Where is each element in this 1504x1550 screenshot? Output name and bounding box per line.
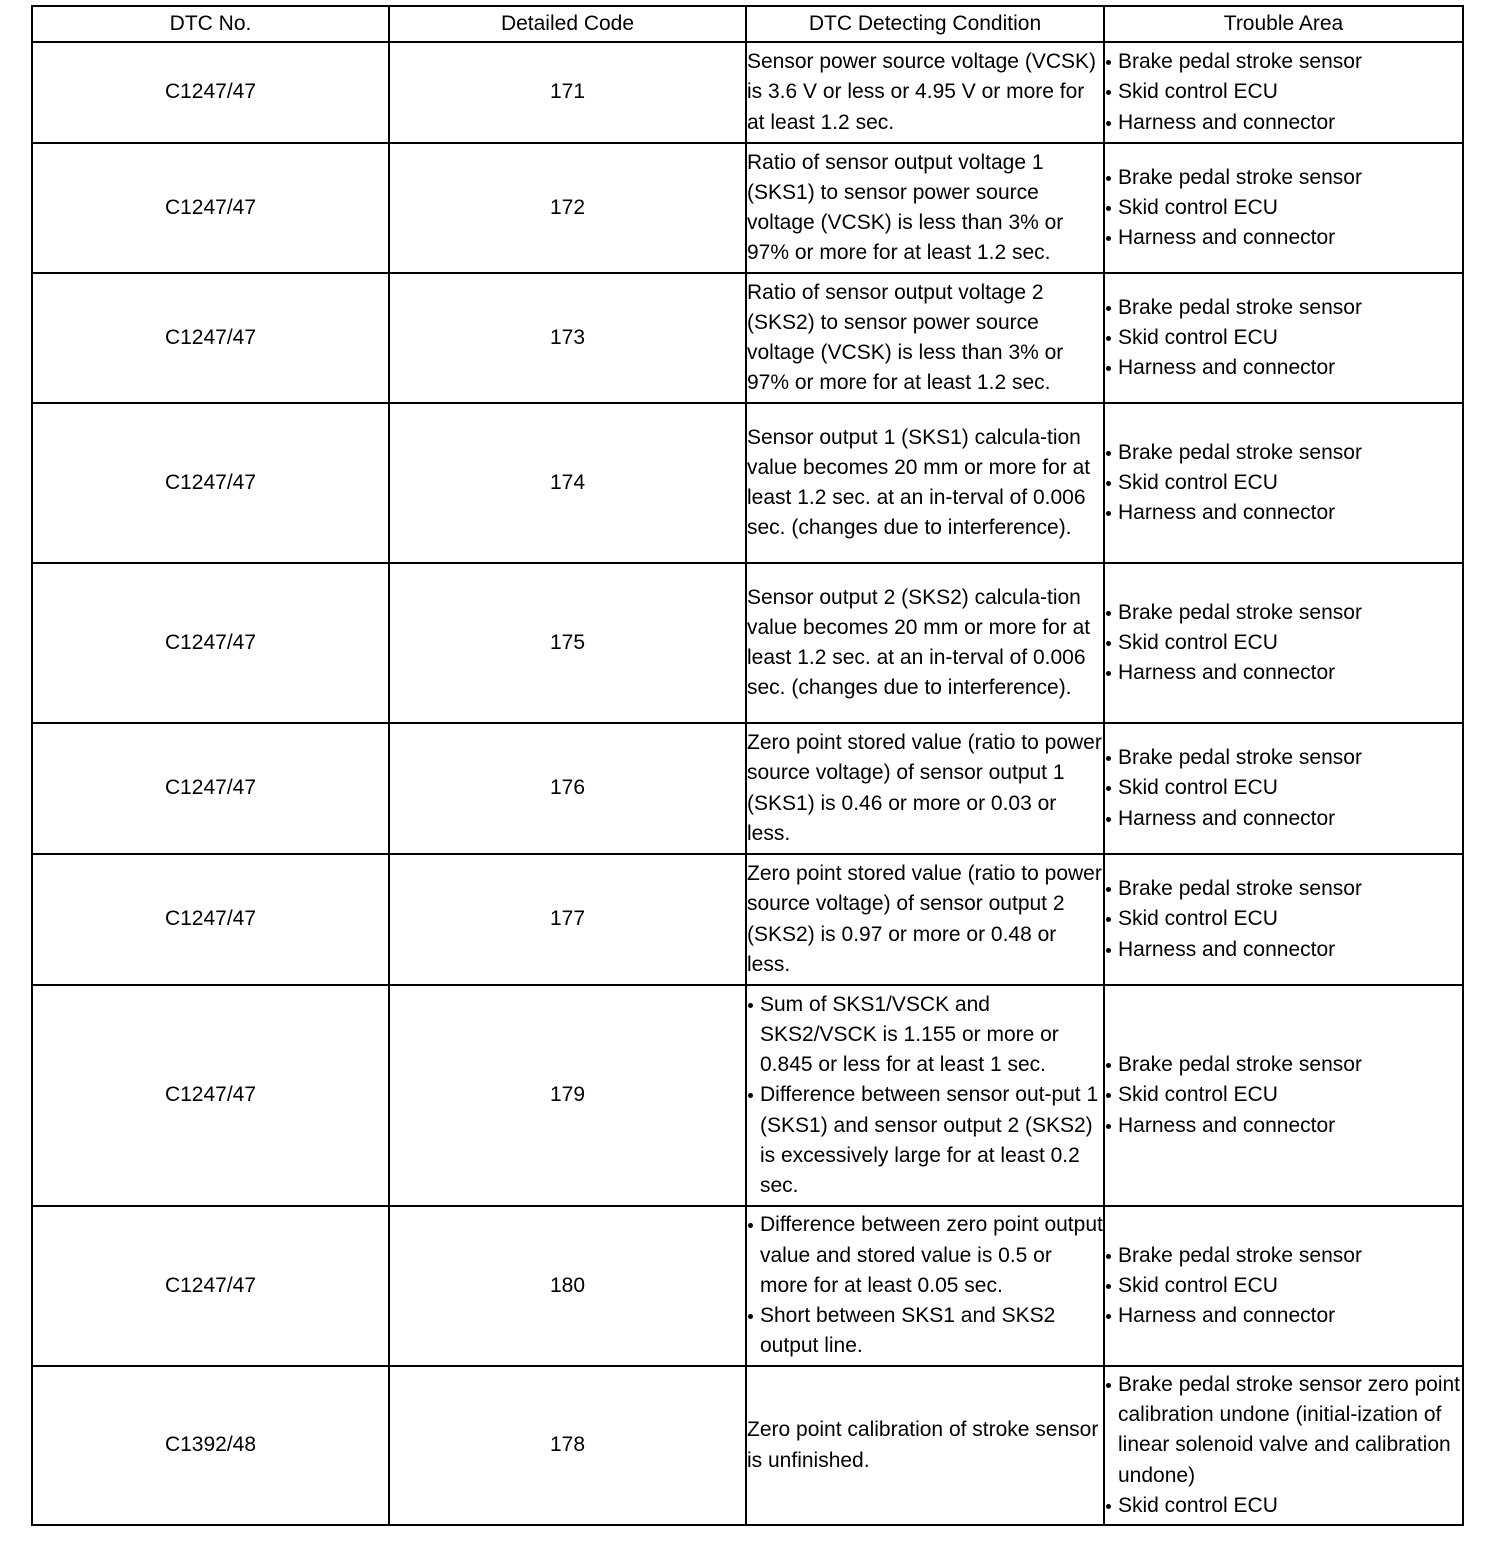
condition-item: Difference between sensor out-put 1 (SKS1) and sensor output 2 (SKS2) is excessively large for at least 0.2 sec. [747,1080,1103,1201]
trouble-area-item: Brake pedal stroke sensor [1105,438,1462,468]
trouble-area-item: Harness and connector [1105,935,1462,965]
trouble-area-cell [1104,42,1463,143]
condition-item: Difference between zero point output value and stored value is 0.5 or more for at least 0.05 sec. [747,1210,1103,1301]
detailed-code-cell: 172 [389,143,746,273]
dtc-number-cell: C1247/47 [32,854,389,985]
trouble-area-item: Skid control ECU [1105,468,1462,498]
trouble-area-item: Harness and connector [1105,223,1462,253]
dtc-number-cell: C1247/47 [32,273,389,403]
trouble-area-item: Skid control ECU [1105,323,1462,353]
dtc-number-cell: C1247/47 [32,723,389,854]
header-trouble-area: Trouble Area [1104,6,1463,42]
trouble-area-item: Skid control ECU [1105,1271,1462,1301]
trouble-area-cell [1104,854,1463,985]
detailed-code-cell: 173 [389,273,746,403]
condition-cell [746,854,1104,985]
condition-cell [746,42,1104,143]
condition-cell [746,273,1104,403]
trouble-area-item: Harness and connector [1105,498,1462,528]
trouble-area-cell [1104,273,1463,403]
trouble-area-item: Skid control ECU [1105,193,1462,223]
trouble-area-item: Skid control ECU [1105,773,1462,803]
trouble-area-list [1105,874,1462,965]
header-detailed-code: Detailed Code [389,6,746,42]
condition-text: Zero point stored value (ratio to power source voltage) of sensor output 1 (SKS1) is 0.46 or more or 0.03 or less. [747,731,1102,845]
trouble-area-item: Brake pedal stroke sensor [1105,293,1462,323]
trouble-area-cell [1104,1206,1463,1366]
trouble-area-item: Brake pedal stroke sensor [1105,1050,1462,1080]
table-body [32,42,1463,1525]
trouble-area-cell [1104,723,1463,854]
header-dtc-no: DTC No. [32,6,389,42]
condition-text: Sensor output 2 (SKS2) calcula-tion value becomes 20 mm or more for at least 1.2 sec. at an in-terval of 0.006 sec. (changes due to interference). [747,585,1091,700]
trouble-area-list [1105,1050,1462,1141]
condition-text: Zero point calibration of stroke sensor is unfinished. [747,1418,1099,1472]
trouble-area-cell [1104,563,1463,723]
trouble-area-item: Brake pedal stroke sensor [1105,743,1462,773]
condition-text: Sensor output 1 (SKS1) calcula-tion value becomes 20 mm or more for at least 1.2 sec. at an in-terval of 0.006 sec. (changes due to interference). [747,425,1091,540]
trouble-area-list [1105,163,1462,254]
trouble-area-list [1105,293,1462,384]
condition-list [747,990,1103,1201]
table-row [32,985,1463,1206]
table-row [32,143,1463,273]
condition-item: Sum of SKS1/VSCK and SKS2/VSCK is 1.155 or more or 0.845 or less for at least 1 sec. [747,990,1103,1081]
condition-cell [746,563,1104,723]
trouble-area-list [1105,743,1462,834]
trouble-area-list [1105,598,1462,689]
dtc-number-cell: C1392/48 [32,1366,389,1525]
trouble-area-list [1105,47,1462,138]
trouble-area-item: Harness and connector [1105,353,1462,383]
trouble-area-list [1105,1370,1462,1521]
trouble-area-item: Brake pedal stroke sensor [1105,47,1462,77]
condition-cell [746,1366,1104,1525]
trouble-area-item: Brake pedal stroke sensor [1105,1241,1462,1271]
trouble-area-item: Skid control ECU [1105,1491,1462,1521]
condition-item: Short between SKS1 and SKS2 output line. [747,1301,1103,1361]
detailed-code-cell: 171 [389,42,746,143]
trouble-area-item: Skid control ECU [1105,77,1462,107]
trouble-area-item: Skid control ECU [1105,628,1462,658]
condition-cell [746,143,1104,273]
condition-cell [746,403,1104,563]
condition-text: Ratio of sensor output voltage 2 (SKS2) to sensor power source voltage (VCSK) is less than 3% or 97% or more for at least 1.2 sec. [747,280,1064,395]
trouble-area-item: Skid control ECU [1105,1080,1462,1110]
detailed-code-cell: 180 [389,1206,746,1366]
table-row [32,42,1463,143]
trouble-area-item: Harness and connector [1105,1111,1462,1141]
trouble-area-item: Brake pedal stroke sensor [1105,598,1462,628]
condition-text: Zero point stored value (ratio to power source voltage) of sensor output 2 (SKS2) is 0.97 or more or 0.48 or less. [747,862,1102,976]
dtc-number-cell: C1247/47 [32,563,389,723]
dtc-number-cell: C1247/47 [32,42,389,143]
dtc-table [31,5,1464,1526]
condition-text: Sensor power source voltage (VCSK) is 3.6 V or less or 4.95 V or more for at least 1.2 sec. [747,50,1096,134]
dtc-number-cell: C1247/47 [32,985,389,1206]
dtc-number-cell: C1247/47 [32,1206,389,1366]
detailed-code-cell: 175 [389,563,746,723]
trouble-area-cell [1104,985,1463,1206]
header-condition: DTC Detecting Condition [746,6,1104,42]
trouble-area-item: Brake pedal stroke sensor zero point calibration undone (initial-ization of linear solenoid valve and calibration undone) [1105,1370,1462,1491]
trouble-area-item: Harness and connector [1105,804,1462,834]
detailed-code-cell: 178 [389,1366,746,1525]
condition-text: Ratio of sensor output voltage 1 (SKS1) to sensor power source voltage (VCSK) is less than 3% or 97% or more for at least 1.2 sec. [747,150,1064,265]
trouble-area-item: Brake pedal stroke sensor [1105,163,1462,193]
detailed-code-cell: 176 [389,723,746,854]
condition-cell [746,1206,1104,1366]
table-header [32,6,1463,42]
detailed-code-cell: 177 [389,854,746,985]
trouble-area-cell [1104,403,1463,563]
trouble-area-item: Brake pedal stroke sensor [1105,874,1462,904]
detailed-code-cell: 174 [389,403,746,563]
trouble-area-list [1105,1241,1462,1332]
detailed-code-cell: 179 [389,985,746,1206]
trouble-area-cell [1104,143,1463,273]
table-row [32,723,1463,854]
trouble-area-cell [1104,1366,1463,1525]
table-row [32,1366,1463,1525]
table-row [32,854,1463,985]
table-row [32,273,1463,403]
table-row [32,403,1463,563]
dtc-number-cell: C1247/47 [32,403,389,563]
condition-cell [746,723,1104,854]
trouble-area-item: Harness and connector [1105,108,1462,138]
trouble-area-item: Harness and connector [1105,658,1462,688]
trouble-area-list [1105,438,1462,529]
condition-cell [746,985,1104,1206]
table-row [32,563,1463,723]
trouble-area-item: Skid control ECU [1105,904,1462,934]
condition-list [747,1210,1103,1361]
trouble-area-item: Harness and connector [1105,1301,1462,1331]
header-row [32,6,1463,42]
dtc-number-cell: C1247/47 [32,143,389,273]
table-row [32,1206,1463,1366]
